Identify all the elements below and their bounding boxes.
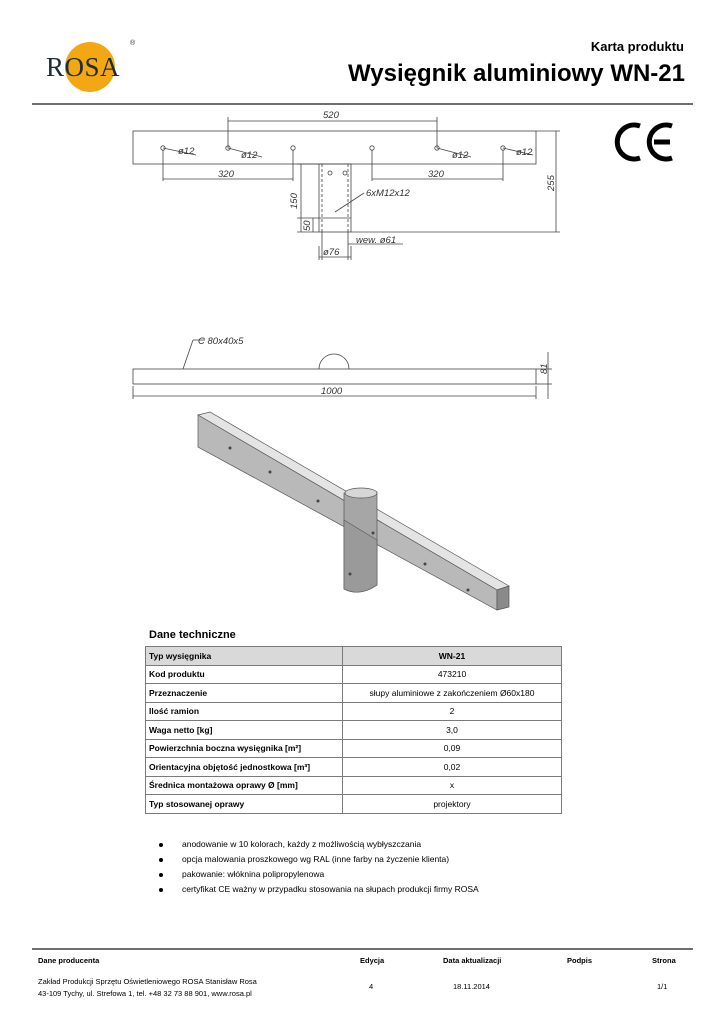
spec-label: Przeznaczenie	[146, 684, 343, 703]
spec-value: słupy aluminiowe z zakończeniem Ø60x180	[343, 684, 562, 703]
spec-value: 2	[343, 702, 562, 721]
spec-label: Orientacyjna objętość jednostkowa [m³]	[146, 758, 343, 777]
list-item: pakowanie: włóknina polipropylenowa	[156, 867, 479, 882]
spec-label: Waga netto [kg]	[146, 721, 343, 740]
spec-value: WN-21	[343, 647, 562, 666]
screws-label: 6xM12x12	[366, 188, 410, 199]
dim-right-label: 320	[428, 169, 444, 180]
hole-label-1: ø12	[178, 146, 195, 157]
hole-label-3: ø12	[452, 150, 469, 161]
dim-50-label: 50	[302, 220, 313, 231]
spec-value: 0,02	[343, 758, 562, 777]
table-row	[146, 776, 562, 795]
side-height-label: 81	[539, 363, 550, 374]
table-row	[146, 739, 562, 758]
table-row	[146, 647, 562, 666]
outer-diameter-label: ø76	[323, 247, 340, 258]
footer-edition-heading: Edycja	[360, 956, 385, 965]
footer-page-heading: Strona	[652, 956, 676, 965]
spec-label: Średnica montażowa oprawy Ø [mm]	[146, 776, 343, 795]
footer-signature-heading: Podpis	[567, 956, 593, 965]
spec-section-title: Dane techniczne	[149, 629, 236, 641]
dim-height-label: 255	[546, 175, 557, 191]
footer-producer-heading: Dane producenta	[38, 956, 100, 965]
page-title: Wysięgnik aluminiowy WN-21	[348, 60, 685, 87]
spec-value: 473210	[343, 665, 562, 684]
side-view-profile	[133, 369, 536, 384]
product-3d-render	[198, 412, 509, 610]
logo-text: ROSA	[46, 52, 121, 82]
date-value: 18.11.2014	[453, 982, 490, 991]
logo-registered-mark: ®	[130, 40, 136, 47]
spec-value: projektory	[343, 795, 562, 814]
inner-diameter-label: wew. ø61	[356, 235, 397, 246]
spec-value: 0,09	[343, 739, 562, 758]
document-type: Karta produktu	[590, 39, 684, 54]
producer-name: Zakład Produkcji Sprzętu Oświetleniowego ROSA Stanisław Rosa	[38, 977, 257, 986]
dim-width-label: 520	[323, 110, 339, 121]
table-row	[146, 702, 562, 721]
spec-label: Powierzchnia boczna wysięgnika [m²]	[146, 739, 343, 758]
spec-label: Kod produktu	[146, 665, 343, 684]
table-row	[146, 684, 562, 703]
notes-list	[156, 837, 479, 897]
table-row	[146, 758, 562, 777]
dim-left-label: 320	[218, 169, 234, 180]
producer-address: 43-109 Tychy, ul. Strefowa 1, tel. +48 32 73 88 901, www.rosa.pl	[38, 989, 252, 998]
spec-value: 3,0	[343, 721, 562, 740]
footer-date-heading: Data aktualizacji	[443, 956, 502, 965]
list-item: opcja malowania proszkowego wg RAL (inne farby na życzenie klienta)	[156, 852, 479, 867]
table-row	[146, 721, 562, 740]
profile-label: C 80x40x5	[198, 336, 244, 347]
length-label: 1000	[321, 386, 343, 397]
footer-divider	[32, 948, 693, 950]
spec-label: Ilość ramion	[146, 702, 343, 721]
hole-label-2: ø12	[241, 150, 258, 161]
spec-value: x	[343, 776, 562, 795]
dim-150-label: 150	[289, 193, 300, 209]
hole-label-4: ø12	[516, 147, 533, 158]
page-value: 1/1	[657, 982, 668, 991]
table-row	[146, 665, 562, 684]
table-row	[146, 795, 562, 814]
spec-label: Typ stosowanej oprawy	[146, 795, 343, 814]
list-item: anodowanie w 10 kolorach, każdy z możliwością wybłyszczania	[156, 837, 479, 852]
list-item: certyfikat CE ważny w przypadku stosowania na słupach produkcji firmy ROSA	[156, 882, 479, 897]
spec-table	[145, 646, 562, 814]
spec-label: Typ wysięgnika	[146, 647, 343, 666]
edition-value: 4	[369, 982, 374, 991]
